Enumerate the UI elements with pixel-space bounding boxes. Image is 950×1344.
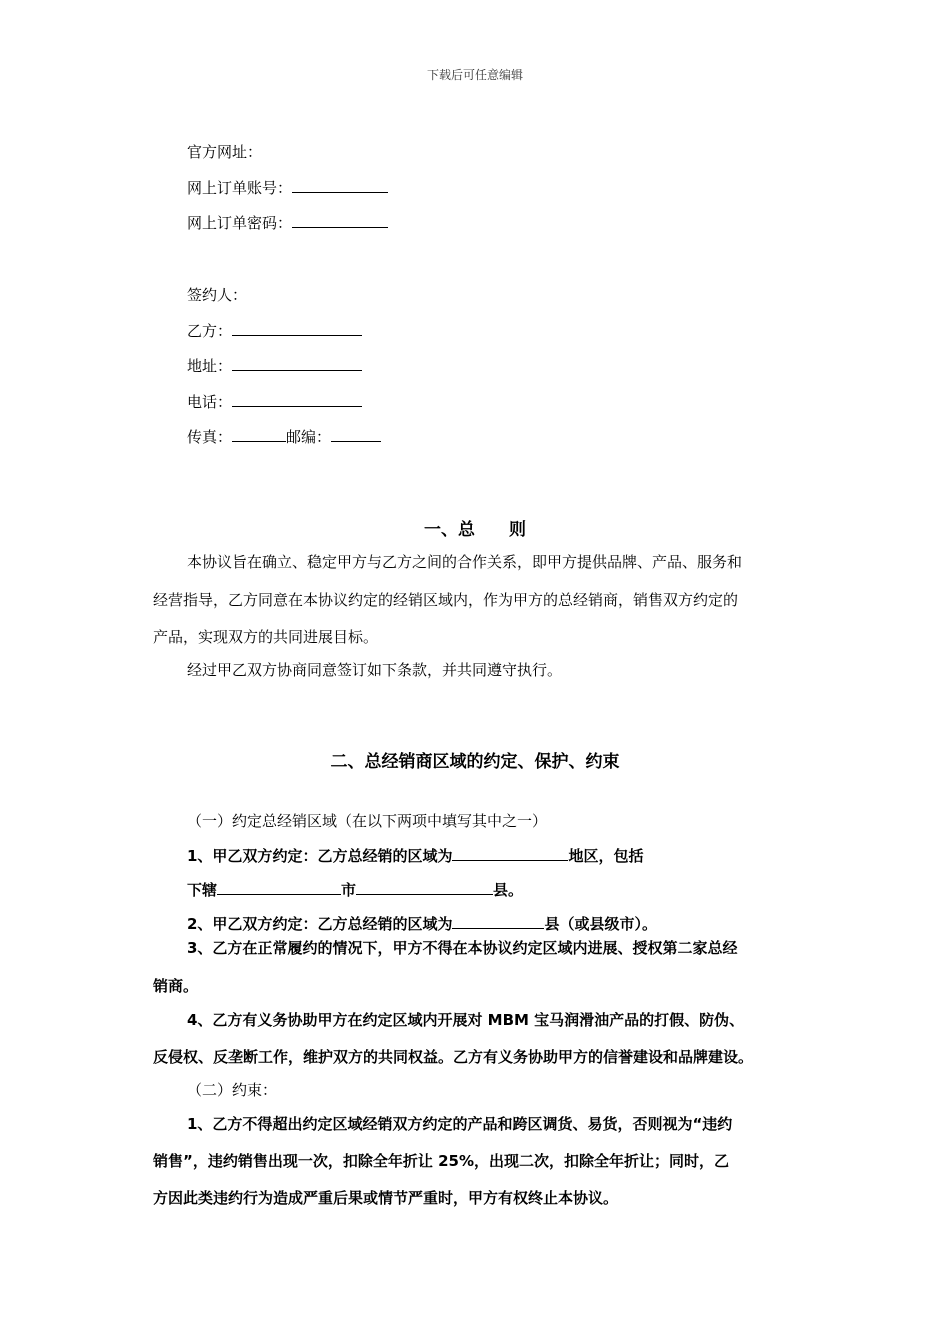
- phone-blank[interactable]: [232, 391, 362, 407]
- constraint1-line3: 方因此类违约行为造成严重后果或情节严重时，甲方有权终止本协议。: [153, 1189, 619, 1207]
- page-header: 下载后可任意编辑: [426, 68, 523, 82]
- county-blank[interactable]: [356, 879, 493, 895]
- constraint1-line1: 1、乙方不得超出约定区域经销双方约定的产品和跨区调货、易货，否则视为“违约: [187, 1115, 733, 1133]
- fax-blank[interactable]: [232, 426, 286, 442]
- sub2-title: （二）约束：: [187, 1081, 278, 1099]
- phone-label: 电话：: [187, 393, 233, 411]
- fax-postcode-row: [187, 426, 381, 447]
- order-account-row: [187, 177, 388, 198]
- website-label: 官方网址：: [187, 143, 263, 161]
- section1-para1-line3: 产品，实现双方的共同进展目标。: [153, 628, 379, 646]
- section1-para2: 经过甲乙双方协商同意签订如下条款，并共同遵守执行。: [187, 661, 563, 679]
- item3-line2: 销商。: [153, 977, 199, 995]
- constraint1-line2: 销售”，违约销售出现一次，扣除全年折让 25%，出现二次，扣除全年折让；同时，乙: [153, 1152, 729, 1170]
- address-label: 地址：: [187, 357, 233, 375]
- county-only-blank[interactable]: [452, 913, 544, 929]
- section1-title: 一、总 则: [424, 520, 526, 540]
- item1-line1: [187, 845, 643, 866]
- order-account-blank[interactable]: [292, 177, 388, 193]
- item1-line2-part2: 市: [341, 881, 357, 899]
- item2-part1: 2、甲乙双方约定：乙方总经销的区域为: [187, 915, 453, 933]
- fax-label: 传真：: [187, 428, 233, 446]
- item2-part2: 县（或县级市）。: [544, 915, 657, 933]
- item1-line2-part1: 下辖: [187, 881, 218, 899]
- item4-line1: 4、乙方有义务协助甲方在约定区域内开展对 MBM 宝马润滑油产品的打假、防伪、: [187, 1011, 745, 1029]
- party-b-label: 乙方：: [187, 322, 233, 340]
- section2-title: 二、总经销商区域的约定、保护、约束: [330, 752, 620, 772]
- item3-line1: 3、乙方在正常履约的情况下，甲方不得在本协议约定区域内进展、授权第二家总经: [187, 939, 738, 957]
- party-b-blank[interactable]: [232, 320, 362, 336]
- order-password-blank[interactable]: [292, 212, 388, 228]
- item4-line2: 反侵权、反垄断工作，维护双方的共同权益。乙方有义务协助甲方的信誉建设和品牌建设。: [153, 1048, 754, 1066]
- city-blank[interactable]: [217, 879, 341, 895]
- postcode-label: 邮编：: [286, 428, 332, 446]
- section1-para1-line2: 经营指导，乙方同意在本协议约定的经销区域内，作为甲方的总经销商，销售双方约定的: [153, 591, 739, 609]
- item1-line2: [187, 879, 523, 900]
- order-account-label: 网上订单账号：: [187, 179, 293, 197]
- signatory-title: 签约人：: [187, 286, 248, 304]
- address-row: [187, 355, 362, 376]
- section1-para1-line1: 本协议旨在确立、稳定甲方与乙方之间的合作关系，即甲方提供品牌、产品、服务和: [187, 553, 743, 571]
- item1-part2: 地区，包括: [568, 847, 644, 865]
- phone-row: [187, 391, 362, 412]
- item1-part1: 1、甲乙双方约定：乙方总经销的区域为: [187, 847, 453, 865]
- region-blank[interactable]: [452, 845, 568, 861]
- order-password-row: [187, 212, 388, 233]
- address-blank[interactable]: [232, 355, 362, 371]
- sub1-title: （一）约定总经销区域（在以下两项中填写其中之一）: [187, 812, 548, 830]
- party-b-row: [187, 320, 362, 341]
- postcode-blank[interactable]: [331, 426, 381, 442]
- item1-line2-part3: 县。: [493, 881, 524, 899]
- item2-line: [187, 913, 657, 934]
- order-password-label: 网上订单密码：: [187, 214, 293, 232]
